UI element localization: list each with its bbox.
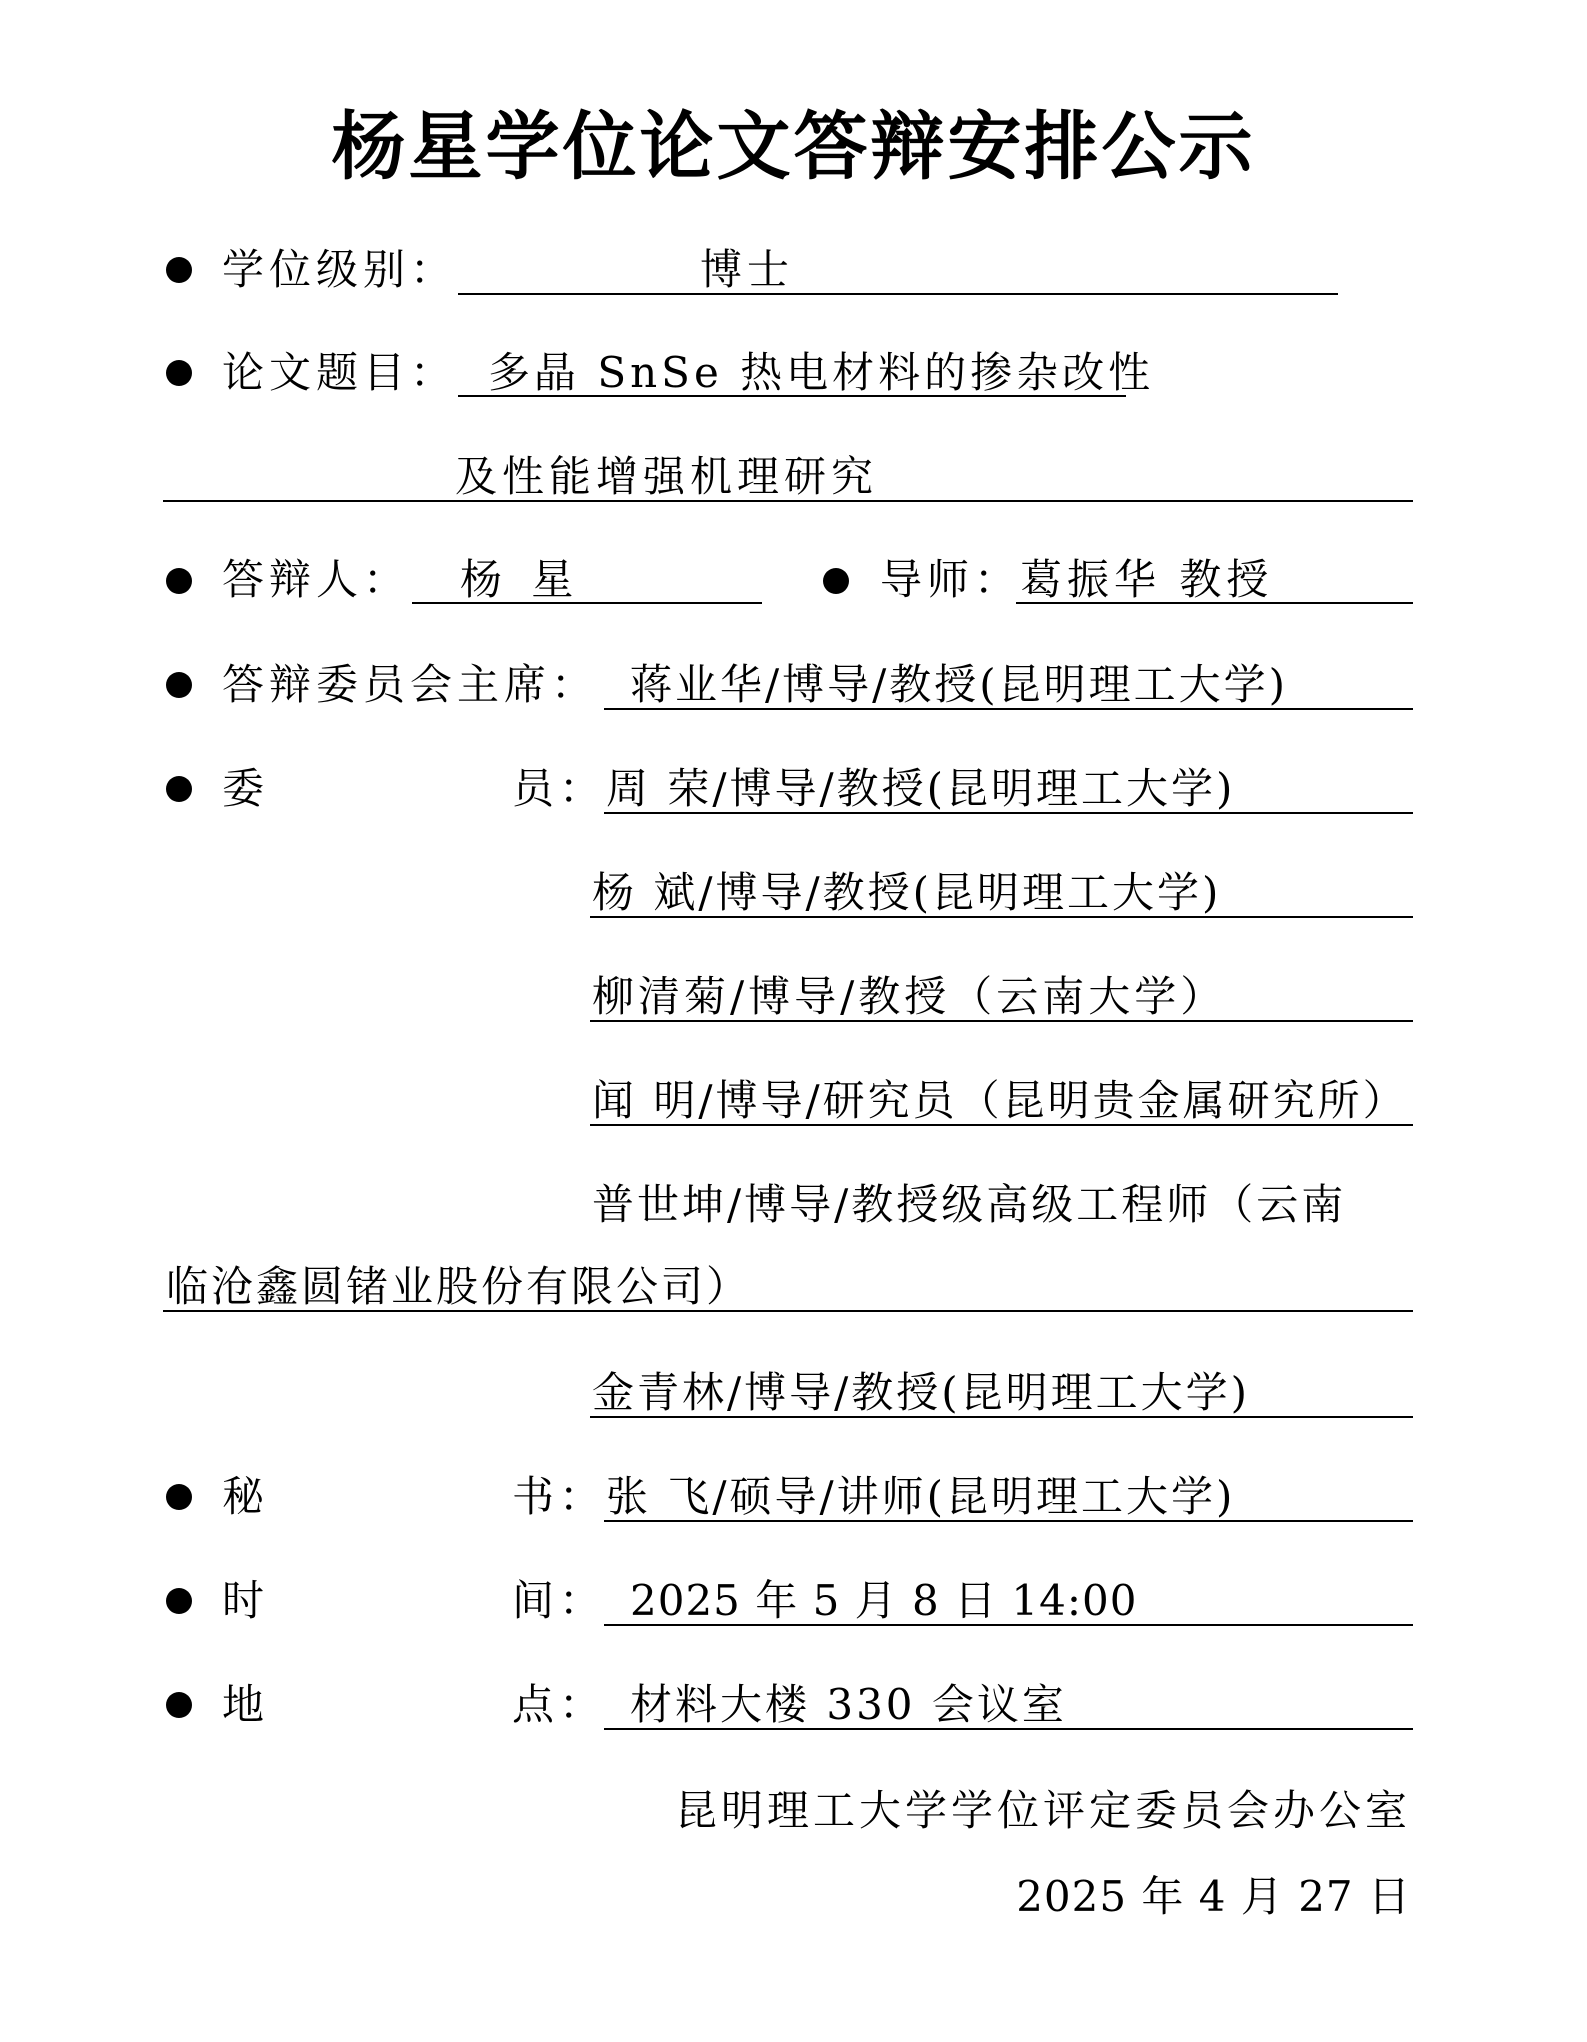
issuing-office: 昆明理工大学学位评定委员会办公室 [674,1786,1411,1835]
advisor-value: 葛振华 教授 [1020,555,1274,604]
time-underline [604,1624,1413,1626]
bullet-icon [823,568,849,594]
time-value: 2025 年 5 月 8 日 14:00 [630,1576,1138,1625]
bullet-icon [166,257,192,283]
member-underline [590,1020,1413,1022]
thesis-underline-1 [458,395,1126,397]
advisor-label: 导师： [880,555,1022,604]
member-item: 周 荣/博导/教授(昆明理工大学) [606,764,1236,813]
secretary-label-right: 书： [512,1472,607,1521]
degree-underline [458,293,1338,295]
bullet-icon [166,1484,192,1510]
member-underline [590,916,1413,918]
member-underline [604,812,1413,814]
chair-underline [604,708,1413,710]
thesis-title-line2: 及性能增强机理研究 [455,452,879,501]
bullet-icon [166,360,192,386]
thesis-title-line1: 多晶 SnSe 热电材料的掺杂改性 [488,348,1155,397]
member-underline [590,1416,1413,1418]
bullet-icon [166,672,192,698]
thesis-label: 论文题目： [222,348,458,397]
defender-label: 答辩人： [222,555,411,604]
degree-value: 博士 [700,245,795,294]
place-label-left: 地 [222,1680,270,1729]
bullet-icon [166,1588,192,1614]
secretary-underline [604,1520,1413,1522]
member-item: 闻 明/博导/研究员（昆明贵金属研究所） [592,1076,1408,1125]
member-item: 普世坤/博导/教授级高级工程师（云南 [592,1180,1347,1229]
time-label-left: 时 [222,1576,270,1625]
member-item: 柳清菊/博导/教授（云南大学） [592,972,1227,1021]
member-item: 杨 斌/博导/教授(昆明理工大学) [592,868,1222,917]
members-label-left: 委 [222,764,270,813]
member-item-continued: 临沧鑫圆锗业股份有限公司） [166,1262,752,1311]
defender-underline [412,602,762,604]
secretary-value: 张 飞/硕导/讲师(昆明理工大学) [606,1472,1236,1521]
secretary-label-left: 秘 [222,1472,270,1521]
member-item: 金青林/博导/教授(昆明理工大学) [592,1368,1251,1417]
degree-label: 学位级别： [222,245,458,294]
page-title: 杨星学位论文答辩安排公示 [331,104,1256,190]
bullet-icon [166,776,192,802]
place-label-right: 点： [512,1680,607,1729]
place-underline [604,1728,1413,1730]
member-underline [590,1124,1413,1126]
defender-value: 杨 星 [460,555,582,604]
advisor-underline [1016,602,1413,604]
thesis-underline-2 [163,500,1413,502]
issue-date: 2025 年 4 月 27 日 [1016,1872,1411,1921]
chair-label: 答辩委员会主席： [222,660,599,709]
bullet-icon [166,568,192,594]
bullet-icon [166,1692,192,1718]
members-label-right: 员： [512,764,607,813]
place-value: 材料大楼 330 会议室 [630,1680,1067,1729]
member-underline [163,1310,1413,1312]
time-label-right: 间： [512,1576,607,1625]
chair-value: 蒋业华/博导/教授(昆明理工大学) [630,660,1289,709]
